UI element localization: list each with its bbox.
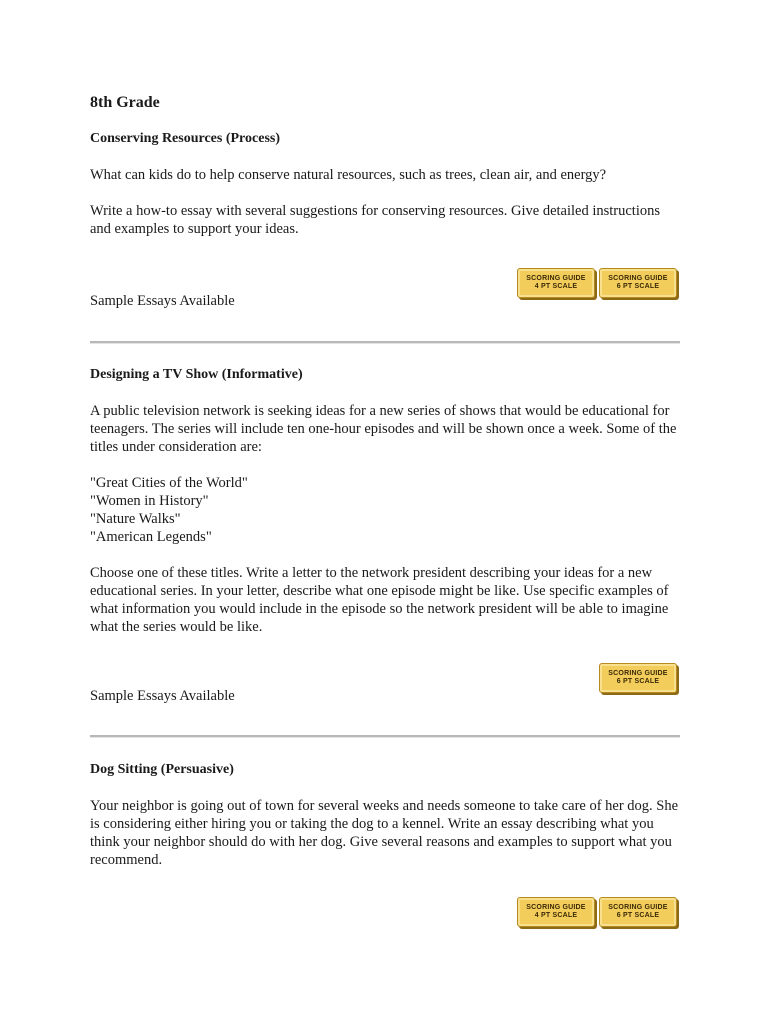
badge-line2: 4 PT SCALE [534, 283, 578, 290]
section-title: Designing a TV Show (Informative) [90, 367, 303, 382]
prompt-instructions: Choose one of these titles. Write a letter to the network president describing your ideas for a new educational series. In your letter, describe what one episode might be like. Use specific examples of what information you would include in the episode so the network president will be able to imagine what the series would be like. [90, 565, 669, 635]
title-option: "Nature Walks" [90, 511, 181, 527]
badge-line2: 4 PT SCALE [534, 912, 578, 919]
section-divider [90, 341, 680, 344]
prompt-section-dog-sitting [90, 761, 680, 869]
scoring-guide-4pt-button[interactable] [517, 897, 595, 927]
prompt-section-conserving-resources [90, 130, 680, 238]
section-title: Conserving Resources (Process) [90, 131, 281, 146]
badge-line2: 6 PT SCALE [616, 912, 660, 919]
sample-essays-link[interactable]: Sample Essays Available [90, 293, 235, 309]
section-divider [90, 735, 680, 738]
sample-essays-link[interactable]: Sample Essays Available [90, 688, 235, 704]
prompt-scenario: Your neighbor is going out of town for several weeks and needs someone to take care of her dog. She is considering either hiring you or taking the dog to a kennel. Write an essay describing what you think your neighbor should do with her dog. Give several reasons and examples to support what you recommend. [90, 798, 679, 868]
badge-line2: 6 PT SCALE [616, 678, 660, 685]
badge-line1: SCORING GUIDE [608, 275, 668, 282]
section-title: Dog Sitting (Persuasive) [90, 762, 234, 777]
prompt-instructions: Write a how-to essay with several suggestions for conserving resources. Give detailed instructions and examples to support your ideas. [90, 203, 661, 237]
scoring-guide-6pt-button[interactable] [599, 897, 677, 927]
prompt-scenario: A public television network is seeking ideas for a new series of shows that would be educational for teenagers. The series will include ten one-hour episodes and will be shown once a week. Some of the titles under consideration are: [90, 403, 677, 455]
page-title: 8th Grade [90, 94, 160, 111]
prompt-question: What can kids do to help conserve natural resources, such as trees, clean air, and energy? [90, 167, 607, 183]
title-option: "American Legends" [90, 529, 212, 545]
scoring-guide-6pt-button[interactable] [599, 663, 677, 693]
badge-line1: SCORING GUIDE [608, 904, 668, 911]
scoring-guide-4pt-button[interactable] [517, 268, 595, 298]
prompt-section-designing-tv-show [90, 366, 680, 636]
badge-line1: SCORING GUIDE [526, 275, 586, 282]
scoring-guide-buttons [517, 268, 677, 298]
scoring-guide-buttons [517, 897, 677, 927]
scoring-guide-buttons [599, 663, 677, 693]
title-option: "Great Cities of the World" [90, 475, 248, 491]
title-option: "Women in History" [90, 493, 209, 509]
badge-line1: SCORING GUIDE [608, 670, 668, 677]
scoring-guide-6pt-button[interactable] [599, 268, 677, 298]
badge-line1: SCORING GUIDE [526, 904, 586, 911]
badge-line2: 6 PT SCALE [616, 283, 660, 290]
